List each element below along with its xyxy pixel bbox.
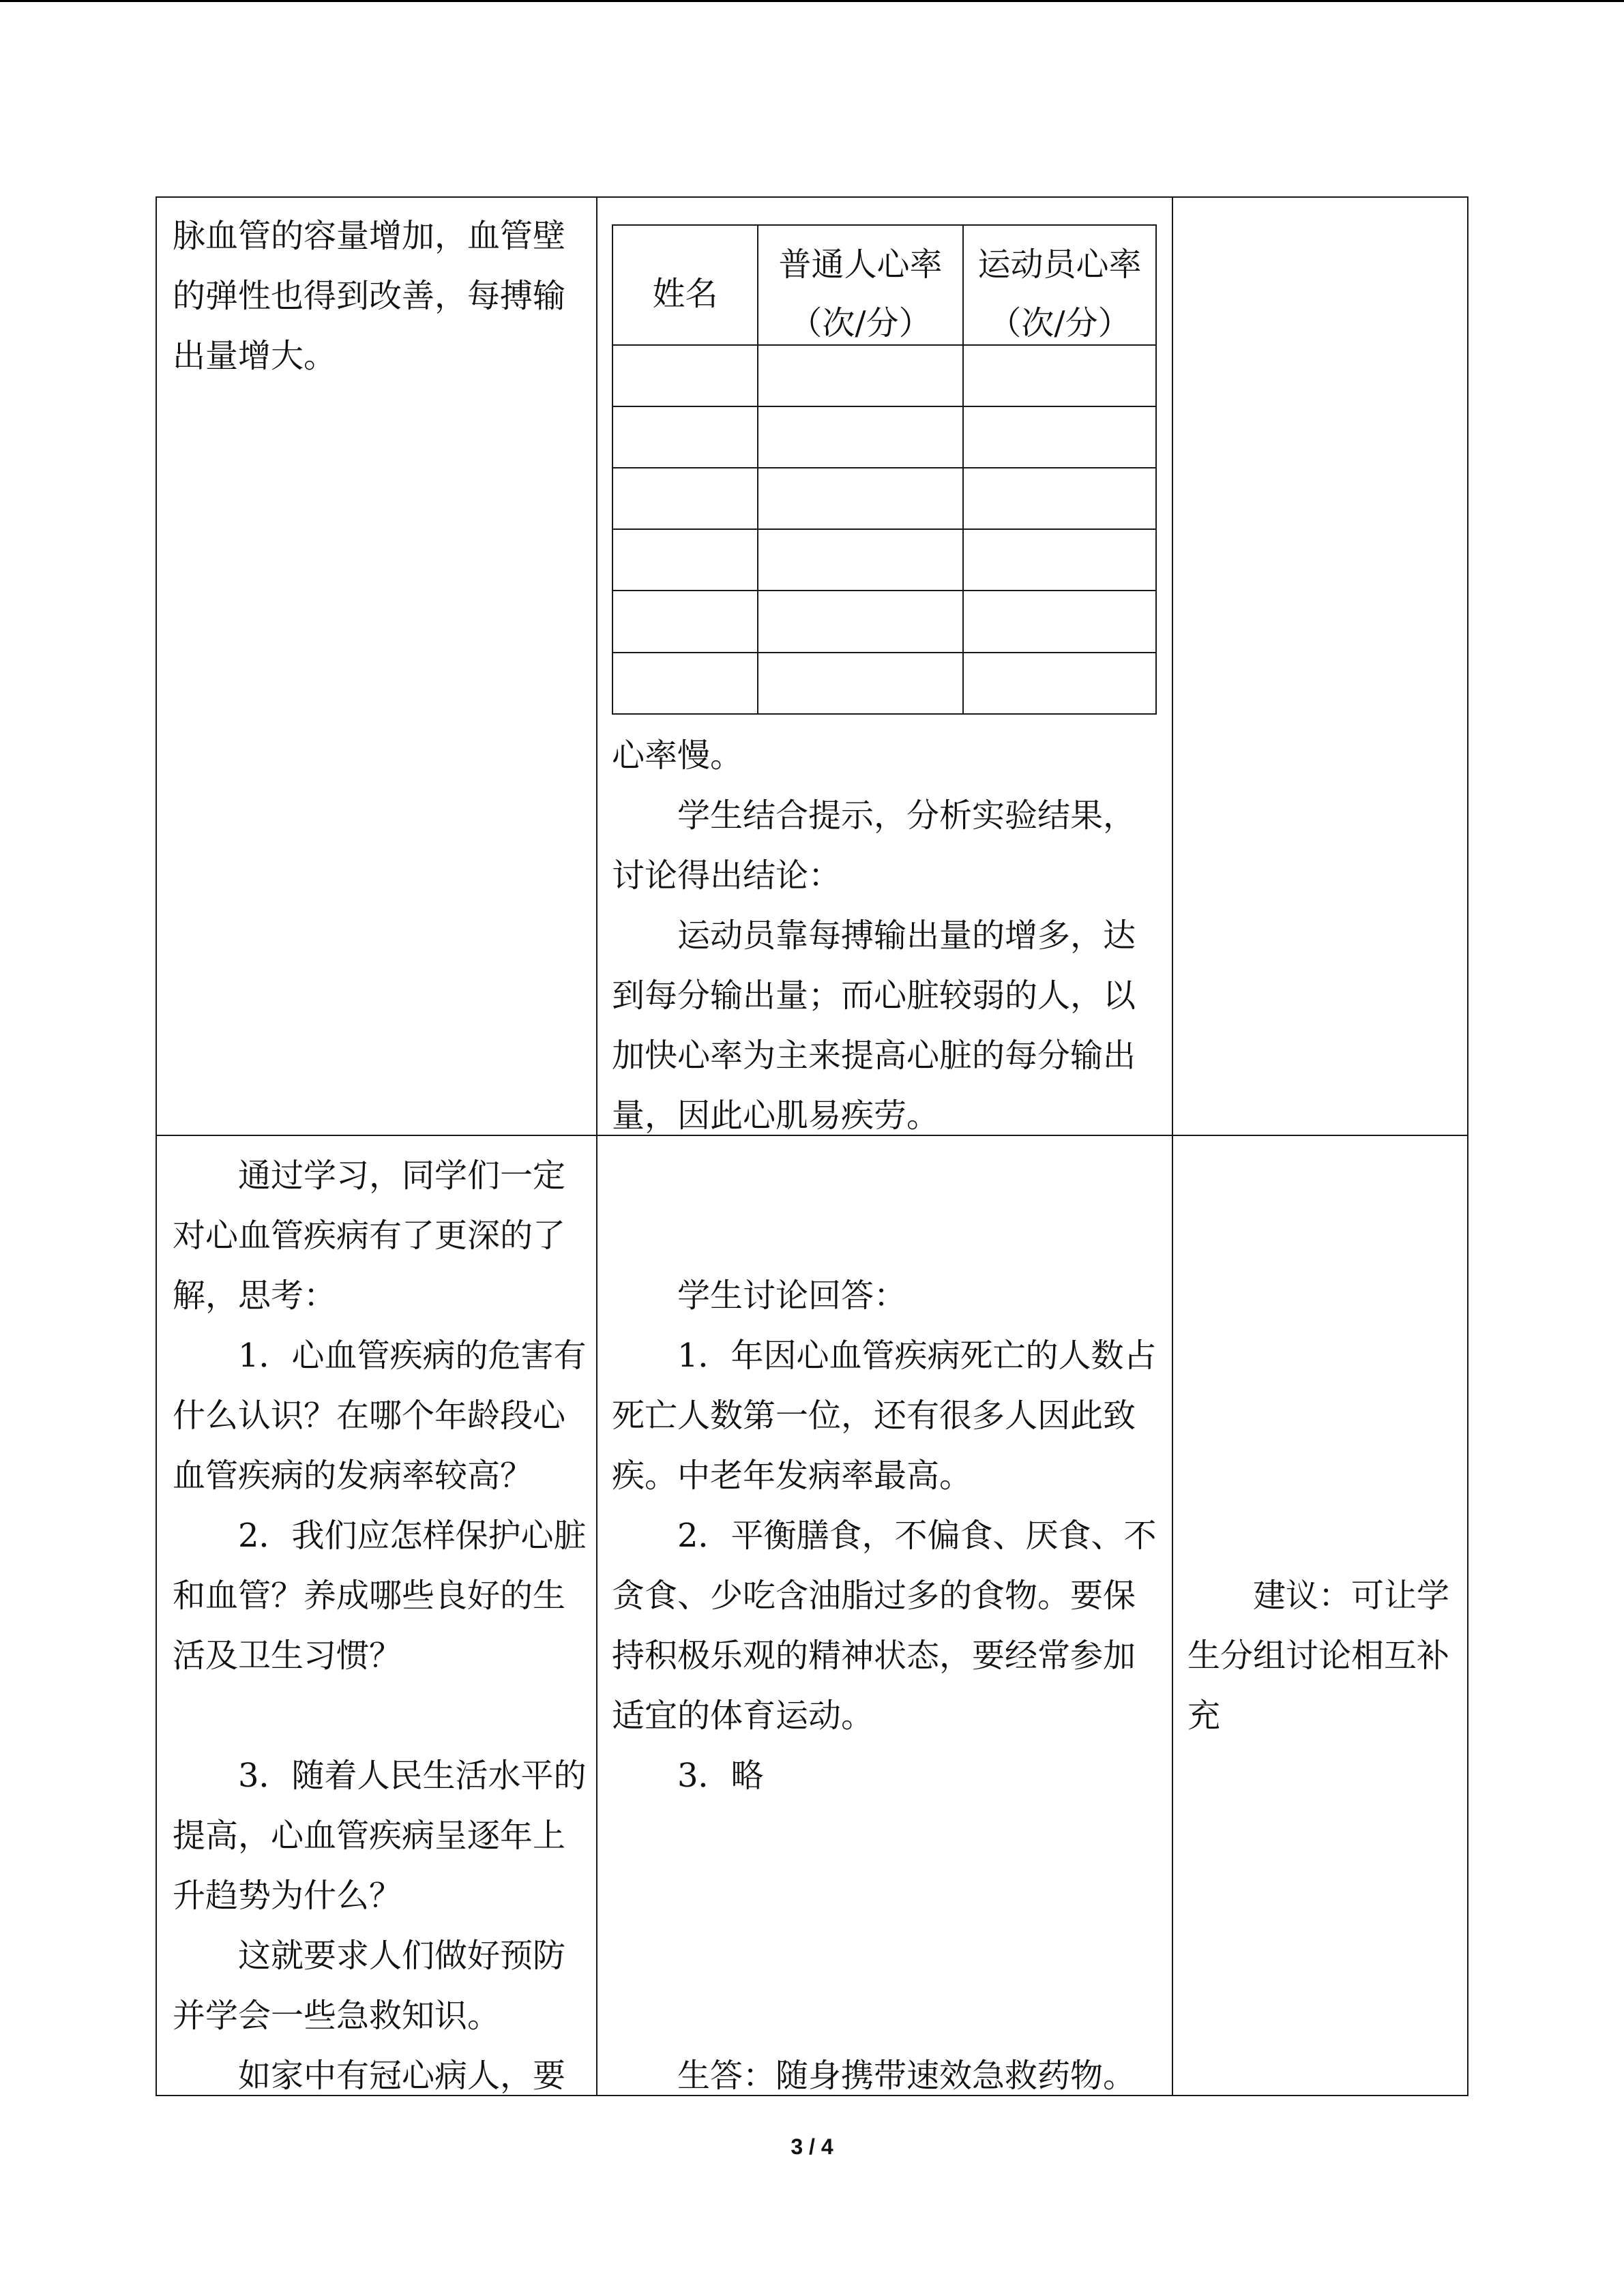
paragraph xyxy=(612,1266,1157,1326)
paragraph xyxy=(173,2046,587,2106)
heart-rate-table-cell xyxy=(612,652,758,715)
teacher-activity-cell-row2 xyxy=(156,1135,597,2096)
text-line: 2．平衡膳食，不偏食、厌食、不 xyxy=(677,1517,1157,1555)
text-line: 出量增大。 xyxy=(173,337,337,375)
heart-rate-table-cell xyxy=(757,344,964,407)
text-line: 心率慢。 xyxy=(612,736,743,775)
heart-rate-table-cell xyxy=(962,652,1157,715)
paragraph xyxy=(1187,1566,1449,1746)
blank-line xyxy=(612,1806,1157,2046)
answer-2 xyxy=(612,1506,1157,1746)
heart-rate-table-cell xyxy=(962,467,1157,530)
text-line: 如家中有冠心病人，要 xyxy=(238,2057,566,2095)
text-line: 的弹性也得到改善，每搏输 xyxy=(173,277,566,315)
paragraph xyxy=(173,1146,587,1326)
paragraph xyxy=(612,726,1136,786)
answer-1 xyxy=(612,1326,1157,1506)
text-line: 讨论得出结论： xyxy=(612,856,842,895)
header-name xyxy=(612,224,758,346)
text-line: 通过学习，同学们一定 xyxy=(238,1157,566,1195)
header-athlete-heart-rate xyxy=(962,224,1157,346)
heart-rate-table-cell xyxy=(612,467,758,530)
text-line: 和血管？养成哪些良好的生 xyxy=(173,1577,566,1615)
text-line: 2．我们应怎样保护心脏 xyxy=(238,1517,587,1555)
design-notes-cell-row2 xyxy=(1172,1135,1468,2096)
text-line: 建议：可让学 xyxy=(1253,1577,1450,1615)
heart-rate-table-cell xyxy=(962,406,1157,468)
heart-rate-table-cell xyxy=(962,344,1157,407)
question-3 xyxy=(173,1746,587,1926)
text-line: 什么认识？在哪个年龄段心 xyxy=(173,1397,566,1435)
student-activity-text xyxy=(612,1146,1157,2106)
text-line: 3．略 xyxy=(677,1757,764,1795)
text-line: 3．随着人民生活水平的 xyxy=(238,1757,587,1795)
question-2 xyxy=(173,1506,587,1686)
paragraph xyxy=(612,906,1136,1146)
text-line: 到每分输出量；而心脏较弱的人，以 xyxy=(612,976,1136,1015)
header-ordinary-unit: （次/分） xyxy=(789,304,932,342)
text-line: 这就要求人们做好预防 xyxy=(238,1937,566,1975)
lesson-plan-table xyxy=(156,196,1468,2096)
answer-3 xyxy=(612,1746,1157,1806)
design-notes-text xyxy=(1187,1566,1449,1746)
text-line: 脉血管的容量增加，血管壁 xyxy=(173,217,566,255)
text-line: 活及卫生习惯？ xyxy=(173,1637,402,1675)
text-line: 适宜的体育运动。 xyxy=(612,1697,874,1735)
text-line: 解，思考： xyxy=(173,1277,337,1315)
heart-rate-table-cell xyxy=(612,590,758,653)
question-1 xyxy=(173,1326,587,1506)
text-line: 1．年因心血管疾病死亡的人数占 xyxy=(677,1337,1157,1375)
text-line: 死亡人数第一位，还有很多人因此致 xyxy=(612,1397,1136,1435)
student-activity-text xyxy=(612,726,1136,1146)
text-line: 加快心率为主来提高心脏的每分输出 xyxy=(612,1037,1136,1075)
paragraph xyxy=(612,2046,1157,2106)
heart-rate-table-cell xyxy=(757,590,964,653)
text-line: 生答：随身携带速效急救药物。 xyxy=(677,2057,1136,2095)
heart-rate-table-cell xyxy=(757,652,964,715)
top-border-rule xyxy=(0,0,1624,2)
text-line: 疾。中老年发病率最高。 xyxy=(612,1457,973,1495)
text-line: 并学会一些急救知识。 xyxy=(173,1997,501,2035)
text-line: 1．心血管疾病的危害有 xyxy=(238,1337,587,1375)
heart-rate-table-cell xyxy=(962,528,1157,591)
text-line: 对心血管疾病有了更深的了 xyxy=(173,1217,566,1255)
teacher-activity-text xyxy=(173,206,565,386)
text-line: 生分组讨论相互补 xyxy=(1187,1637,1450,1675)
text-line: 血管疾病的发病率较高？ xyxy=(173,1457,533,1495)
teacher-activity-text xyxy=(173,1146,587,2106)
page-number: 3 / 4 xyxy=(791,2134,833,2159)
blank-line xyxy=(173,1686,587,1746)
text-line: 提高，心血管疾病呈逐年上 xyxy=(173,1817,566,1855)
header-athlete-unit: （次/分） xyxy=(988,304,1131,342)
text-line: 充 xyxy=(1187,1697,1221,1735)
blank-line xyxy=(612,1146,1157,1266)
heart-rate-table-cell xyxy=(757,406,964,468)
heart-rate-table-cell xyxy=(757,467,964,530)
heart-rate-table-cell xyxy=(757,528,964,591)
heart-rate-table xyxy=(612,224,1157,715)
heart-rate-table-cell xyxy=(612,406,758,468)
student-activity-cell-row2 xyxy=(596,1135,1173,2096)
header-ordinary-heart-rate xyxy=(757,224,964,346)
paragraph xyxy=(173,206,565,386)
teacher-activity-cell-row1 xyxy=(156,196,597,1136)
text-line: 学生结合提示，分析实验结果， xyxy=(677,796,1136,835)
heart-rate-table-cell xyxy=(612,528,758,591)
text-line: 学生讨论回答： xyxy=(677,1277,907,1315)
text-line: 运动员靠每搏输出量的增多，达 xyxy=(677,916,1136,955)
student-activity-cell-row1 xyxy=(596,196,1173,1136)
paragraph xyxy=(612,786,1136,906)
header-ordinary-label: 普通人心率 xyxy=(778,245,943,284)
heart-rate-table-cell xyxy=(962,590,1157,653)
header-athlete-label: 运动员心率 xyxy=(977,245,1142,284)
text-line: 持积极乐观的精神状态，要经常参加 xyxy=(612,1637,1136,1675)
heart-rate-table-cell xyxy=(612,344,758,407)
header-name-label: 姓名 xyxy=(652,275,718,313)
design-notes-cell-row1 xyxy=(1172,196,1468,1136)
text-line: 量，因此心肌易疾劳。 xyxy=(612,1097,940,1135)
text-line: 贪食、少吃含油脂过多的食物。要保 xyxy=(612,1577,1136,1615)
paragraph xyxy=(173,1926,587,2046)
text-line: 升趋势为什么？ xyxy=(173,1877,402,1915)
